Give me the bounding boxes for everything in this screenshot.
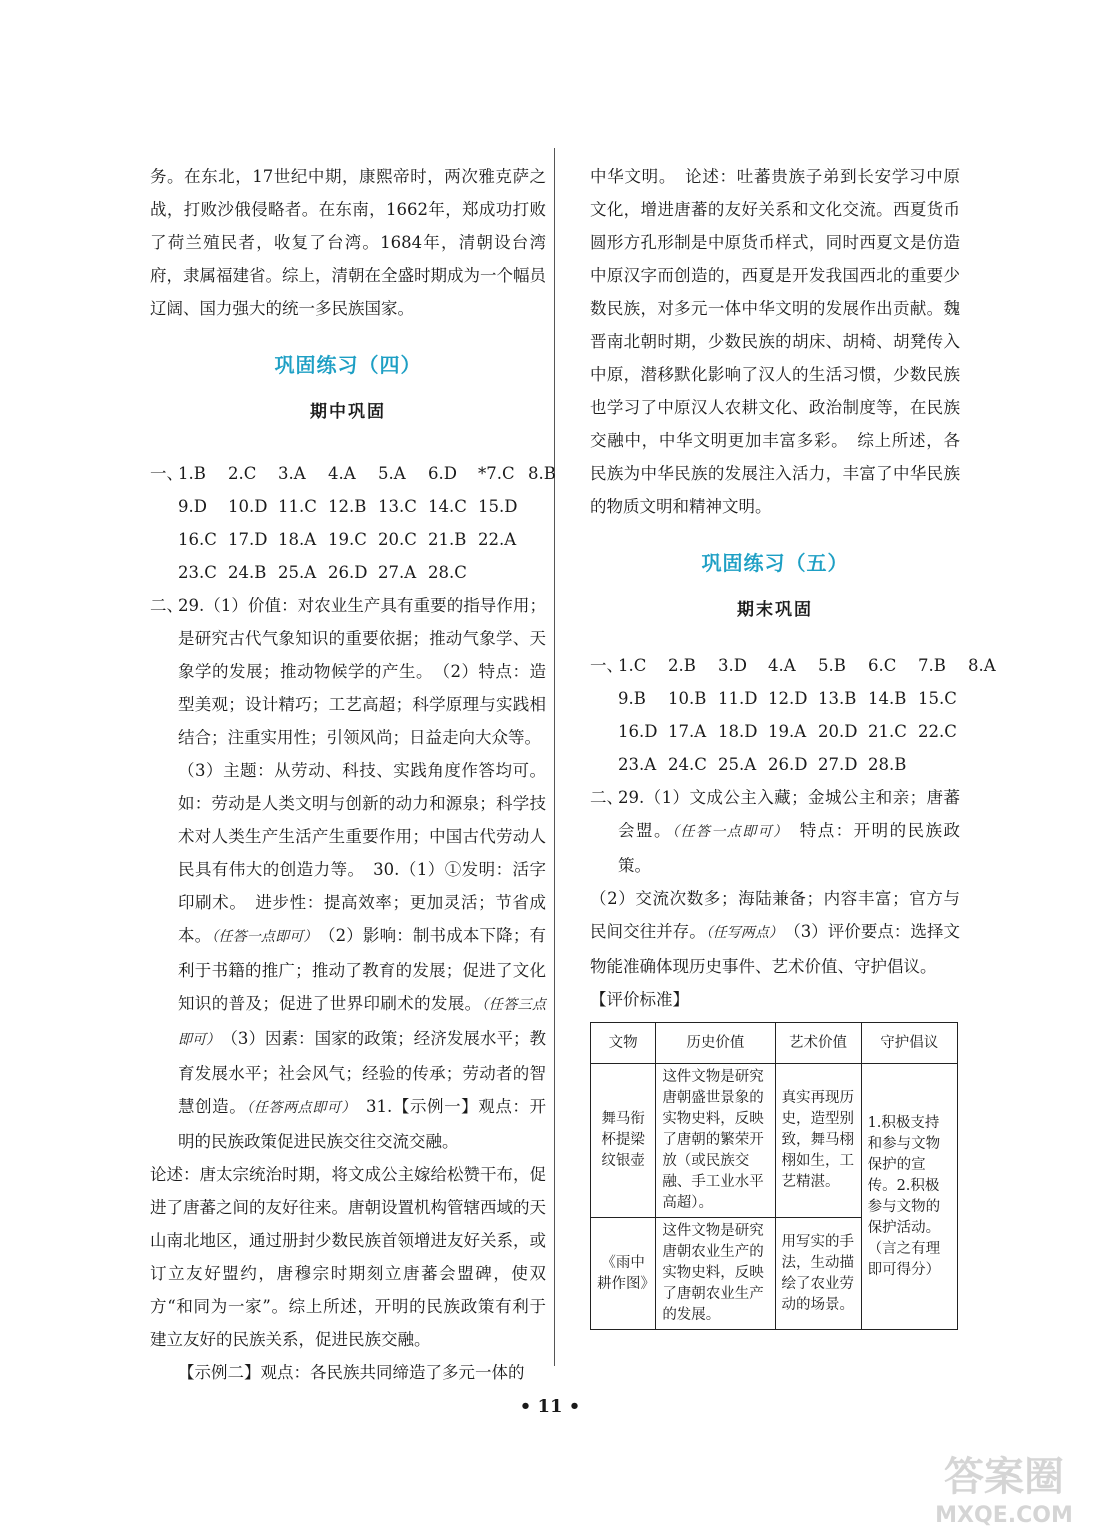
answer-item: 25.A	[278, 563, 317, 582]
choice-answers-right	[590, 649, 996, 781]
answer-item: 19.C	[328, 530, 367, 549]
watermark-text: 答案圈	[944, 1454, 1064, 1500]
guard-proposal-cell: 1.积极支持和参与文物保护的宣传。2.积极参与文物的保护活动。（言之有理即可得分）	[861, 1064, 957, 1330]
answer-30-3: （3）因素：国家的政策；经济发展水平；教育发展水平；社会风气；经验的传承；劳动者的智慧创造。	[178, 1029, 547, 1116]
answer-item: 10.B	[668, 689, 707, 708]
answer-item: 10.D	[228, 497, 268, 516]
answer-item: 5.A	[378, 464, 406, 483]
column-divider	[554, 148, 555, 1366]
evaluation-table	[590, 1022, 958, 1330]
answer-item: 2.C	[228, 464, 257, 483]
answer-item: 4.A	[328, 464, 356, 483]
answer-item: 9.D	[178, 497, 207, 516]
choice-answers-left	[150, 457, 556, 589]
answer-item: 15.D	[478, 497, 518, 516]
note-any-one: （任答一点即可）	[211, 929, 311, 945]
answer-item: 1.C	[618, 656, 647, 675]
answer-item: 6.C	[868, 656, 897, 675]
answer-item: 7.B	[918, 656, 946, 675]
part-two-answers-right	[590, 781, 960, 882]
table-header-row	[591, 1023, 958, 1064]
answer-item: 3.D	[718, 656, 747, 675]
section-heading-five: 巩固练习（五）	[701, 551, 849, 575]
answer-31-argument: 论述：唐太宗统治时期，将文成公主嫁给松赞干布，促进了唐蕃之间的友好往来。唐朝设置机构管辖西域的天山南北地区，通过册封少数民族首领增进友好关系，或订立友好盟约，唐穆宗时期刻立唐蕃会盟碑，使双方“和同为一家”。综上所述，开明的民族政策有利于建立友好的民族关系，促进民族交融。	[150, 1165, 546, 1349]
answer-item: 20.C	[378, 530, 417, 549]
history-value-cell: 这件文物是研究唐朝农业生产的实物史料，反映了唐朝农业生产的发展。	[656, 1218, 775, 1330]
answer-31-example-one: 31.【示例一】观点：开明的民族政策促进民族交往交流交融。	[178, 1097, 547, 1151]
part-two-label: 二、	[150, 596, 183, 615]
answer-item: 8.B	[528, 464, 556, 483]
answer-row	[590, 748, 960, 781]
artifact-cell: 《雨中耕作图》	[591, 1218, 656, 1330]
answer-item: 3.A	[278, 464, 306, 483]
table-header-cell: 守护倡议	[861, 1023, 957, 1064]
answer-item: 23.C	[178, 563, 217, 582]
page-number: • 11 •	[519, 1396, 581, 1417]
answer-item: 6.D	[428, 464, 457, 483]
section-heading-four: 巩固练习（四）	[274, 353, 422, 377]
answer-row	[150, 457, 556, 490]
answer-item: 20.D	[818, 722, 858, 741]
answer-item: 4.A	[768, 656, 796, 675]
answer-item: 16.C	[178, 530, 217, 549]
answer-row	[150, 490, 546, 523]
answer-item: 19.A	[768, 722, 807, 741]
answer-item: 16.D	[618, 722, 658, 741]
answer-item: 22.A	[478, 530, 517, 549]
answer-item: 24.B	[228, 563, 267, 582]
answer-item: 28.B	[868, 755, 907, 774]
answer-item: 13.C	[378, 497, 417, 516]
answer-item: 11.C	[278, 497, 317, 516]
art-value-cell: 用写实的手法，生动描绘了农业劳动的场景。	[775, 1218, 861, 1330]
answer-row	[150, 523, 546, 556]
answer-item: *7.C	[478, 464, 515, 483]
answer-item: 26.D	[768, 755, 808, 774]
answer-item: 8.A	[968, 656, 996, 675]
part-two-answers-left	[150, 589, 546, 754]
answer-29-1: 29.（1）文成公主入藏；金城公主和亲；唐蕃会盟。	[618, 788, 960, 840]
answer-item: 17.A	[668, 722, 707, 741]
answer-29: 29.（1）价值：对农业生产具有重要的指导作用；是研究古代气象知识的重要依据；推动气象学、天象学的发展；推动物候学的产生。 （2）特点：造型美观；设计精巧；工艺高超；科学原理与实践相结合；注重实用性；引领风尚；日益走向大众等。	[178, 596, 546, 747]
answer-item: 2.B	[668, 656, 696, 675]
left-column	[150, 160, 556, 1389]
continued-paragraph: 中华文明。 论述：吐蕃贵族子弟到长安学习中原文化，增进唐蕃的友好关系和文化交流。西夏货币圆形方孔形制是中原货币样式，同时西夏文是仿造中原汉字而创造的，西夏是开发我国西北的重要少数民族，对多元一体中华文明的发展作出贡献。魏晋南北朝时期，少数民族的胡床、胡椅、胡凳传入中原，潜移默化影响了汉人的生活习惯，少数民族也学习了中原汉人农耕文化、政治制度等，在民族交融中，中华文明更加丰富多彩。 综上所述，各民族为中华民族的发展注入活力，丰富了中华民族的物质文明和精神文明。	[590, 167, 960, 516]
answer-item: 22.C	[918, 722, 957, 741]
answer-item: 12.B	[328, 497, 367, 516]
answer-item: 12.D	[768, 689, 808, 708]
answer-item: 27.D	[818, 755, 858, 774]
answer-item: 9.B	[618, 689, 646, 708]
right-column	[590, 160, 996, 1330]
answer-29-3-and-30	[150, 754, 546, 1158]
note-any-three: （任答三点即可）	[178, 997, 547, 1048]
watermark-url: MXQE.COM	[935, 1503, 1073, 1528]
part-one-label: 一、	[150, 464, 183, 483]
answer-item: 14.B	[868, 689, 907, 708]
answer-29-3: （3）评价要点：选择文物能准确体现历史事件、艺术价值、守护倡议。	[590, 922, 960, 976]
answer-item: 15.C	[918, 689, 957, 708]
answer-item: 24.C	[668, 755, 707, 774]
intro-paragraph: 务。在东北，17世纪中期，康熙帝时，两次雅克萨之战，打败沙俄侵略者。在东南，1662年，郑成功打败了荷兰殖民者，收复了台湾。1684年，清朝设台湾府，隶属福建省。综上，清朝在全盛时期成为一个幅员辽阔、国力强大的统一多民族国家。	[150, 167, 546, 318]
answer-31-example-two: 【示例二】观点：各民族共同缔造了多元一体的	[178, 1363, 525, 1382]
eval-title: 【评价标准】	[590, 990, 689, 1009]
note-any-two: （任答两点即可）	[246, 1100, 349, 1116]
answer-item: 14.C	[428, 497, 467, 516]
table-header-cell: 艺术价值	[775, 1023, 861, 1064]
answer-item: 1.B	[178, 464, 206, 483]
artifact-cell: 舞马衔杯提梁纹银壶	[591, 1064, 656, 1218]
answer-item: 11.D	[718, 689, 758, 708]
answer-row	[150, 556, 546, 589]
answer-item: 23.A	[618, 755, 657, 774]
section-subheading-midterm: 期中巩固	[310, 402, 386, 422]
table-header-cell: 文物	[591, 1023, 656, 1064]
answer-item: 17.D	[228, 530, 268, 549]
answer-row	[590, 649, 996, 682]
answer-row	[590, 715, 960, 748]
watermark-logo	[916, 1444, 1092, 1528]
answer-item: 27.A	[378, 563, 417, 582]
answer-29-3-text: （3）主题：从劳动、科技、实践角度作答均可。如：劳动是人类文明与创新的动力和源泉；科学技术对人类生产生活产生重要作用；中国古代劳动人民具有伟大的创造力等。 30.（1）①发明：活字印刷术。 进步性：提高效率；更加灵活；节省成本。	[178, 761, 546, 945]
answer-30-2: （2）影响：制书成本下降；有利于书籍的推广；推动了教育的发展；促进了文化知识的普及；促进了世界印刷术的发展。	[178, 926, 546, 1013]
history-value-cell: 这件文物是研究唐朝盛世景象的实物史料，反映了唐朝的繁荣开放（或民族交融、手工业水平高超）。	[656, 1064, 775, 1218]
answer-29-feature: 特点：开明的民族政策。	[618, 821, 961, 875]
answer-item: 26.D	[328, 563, 368, 582]
part-two-label-right: 二、	[590, 788, 623, 807]
answer-item: 18.D	[718, 722, 758, 741]
answer-29-2: （2）交流次数多；海陆兼备；内容丰富；官方与民间交往并存。	[590, 889, 960, 941]
answer-item: 18.A	[278, 530, 317, 549]
answer-item: 25.A	[718, 755, 757, 774]
note-any-one-right: （任答一点即可）	[671, 824, 782, 840]
answer-row	[590, 682, 960, 715]
answer-29-right	[618, 781, 960, 882]
note-any-two-right: （任写两点）	[705, 925, 776, 941]
table-header-cell: 历史价值	[656, 1023, 775, 1064]
answer-item: 21.B	[428, 530, 467, 549]
answer-29-2-3	[590, 882, 960, 983]
answer-item: 13.B	[818, 689, 857, 708]
answer-item: 21.C	[868, 722, 907, 741]
answer-item: 5.B	[818, 656, 846, 675]
art-value-cell: 真实再现历史，造型别致，舞马栩栩如生，工艺精湛。	[775, 1064, 861, 1218]
answer-item: 28.C	[428, 563, 467, 582]
section-subheading-final: 期末巩固	[737, 600, 813, 620]
part-one-label: 一、	[590, 656, 623, 675]
table-row	[591, 1064, 958, 1218]
